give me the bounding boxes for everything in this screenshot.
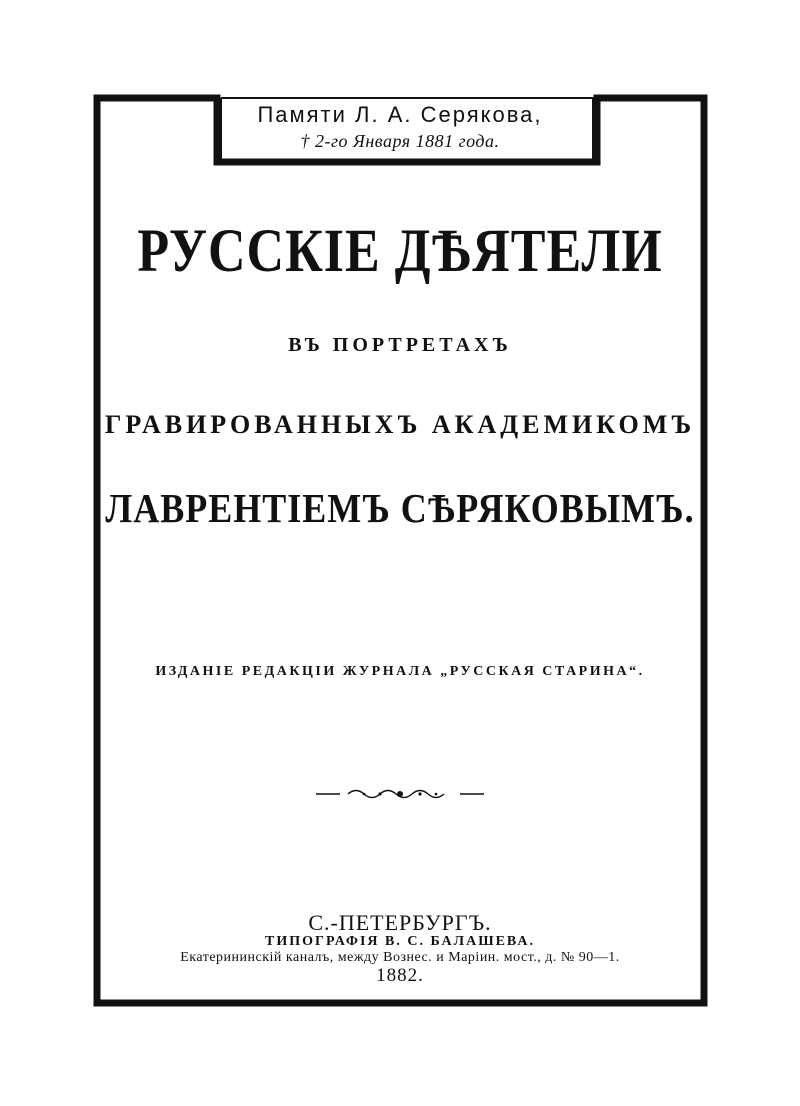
imprint-press: ТИПОГРАФІЯ В. С. БАЛАШЕВА. [265,934,535,949]
subtitle-line-2: ГРАВИРОВАННЫХЪ АКАДЕМИКОМЪ [104,410,696,439]
ornament-divider [0,784,800,804]
memorial-line-2: † 2-го Января 1881 года. [300,131,500,151]
page-title: РУССКІЕ ДѢЯТЕЛИ [137,217,663,286]
imprint-year: 1882. [376,965,424,986]
memorial-line-1: Памяти Л. А. Серякова, [257,102,543,127]
imprint-city: С.-ПЕТЕРБУРГЪ. [308,910,492,935]
imprint-address: Екатерининскій каналъ, между Вознес. и Маріин. мост., д. № 90—1. [180,950,620,965]
engraver-name: ЛАВРЕНТІЕМЪ СѢРЯКОВЫМЪ. [105,485,695,531]
ornament-divider-icon [310,784,490,804]
subtitle-line-1: ВЪ ПОРТРЕТАХЪ [288,334,512,356]
edition-note: ИЗДАНІЕ РЕДАКЦІИ ЖУРНАЛА „РУССКАЯ СТАРИНА“. [155,664,645,679]
